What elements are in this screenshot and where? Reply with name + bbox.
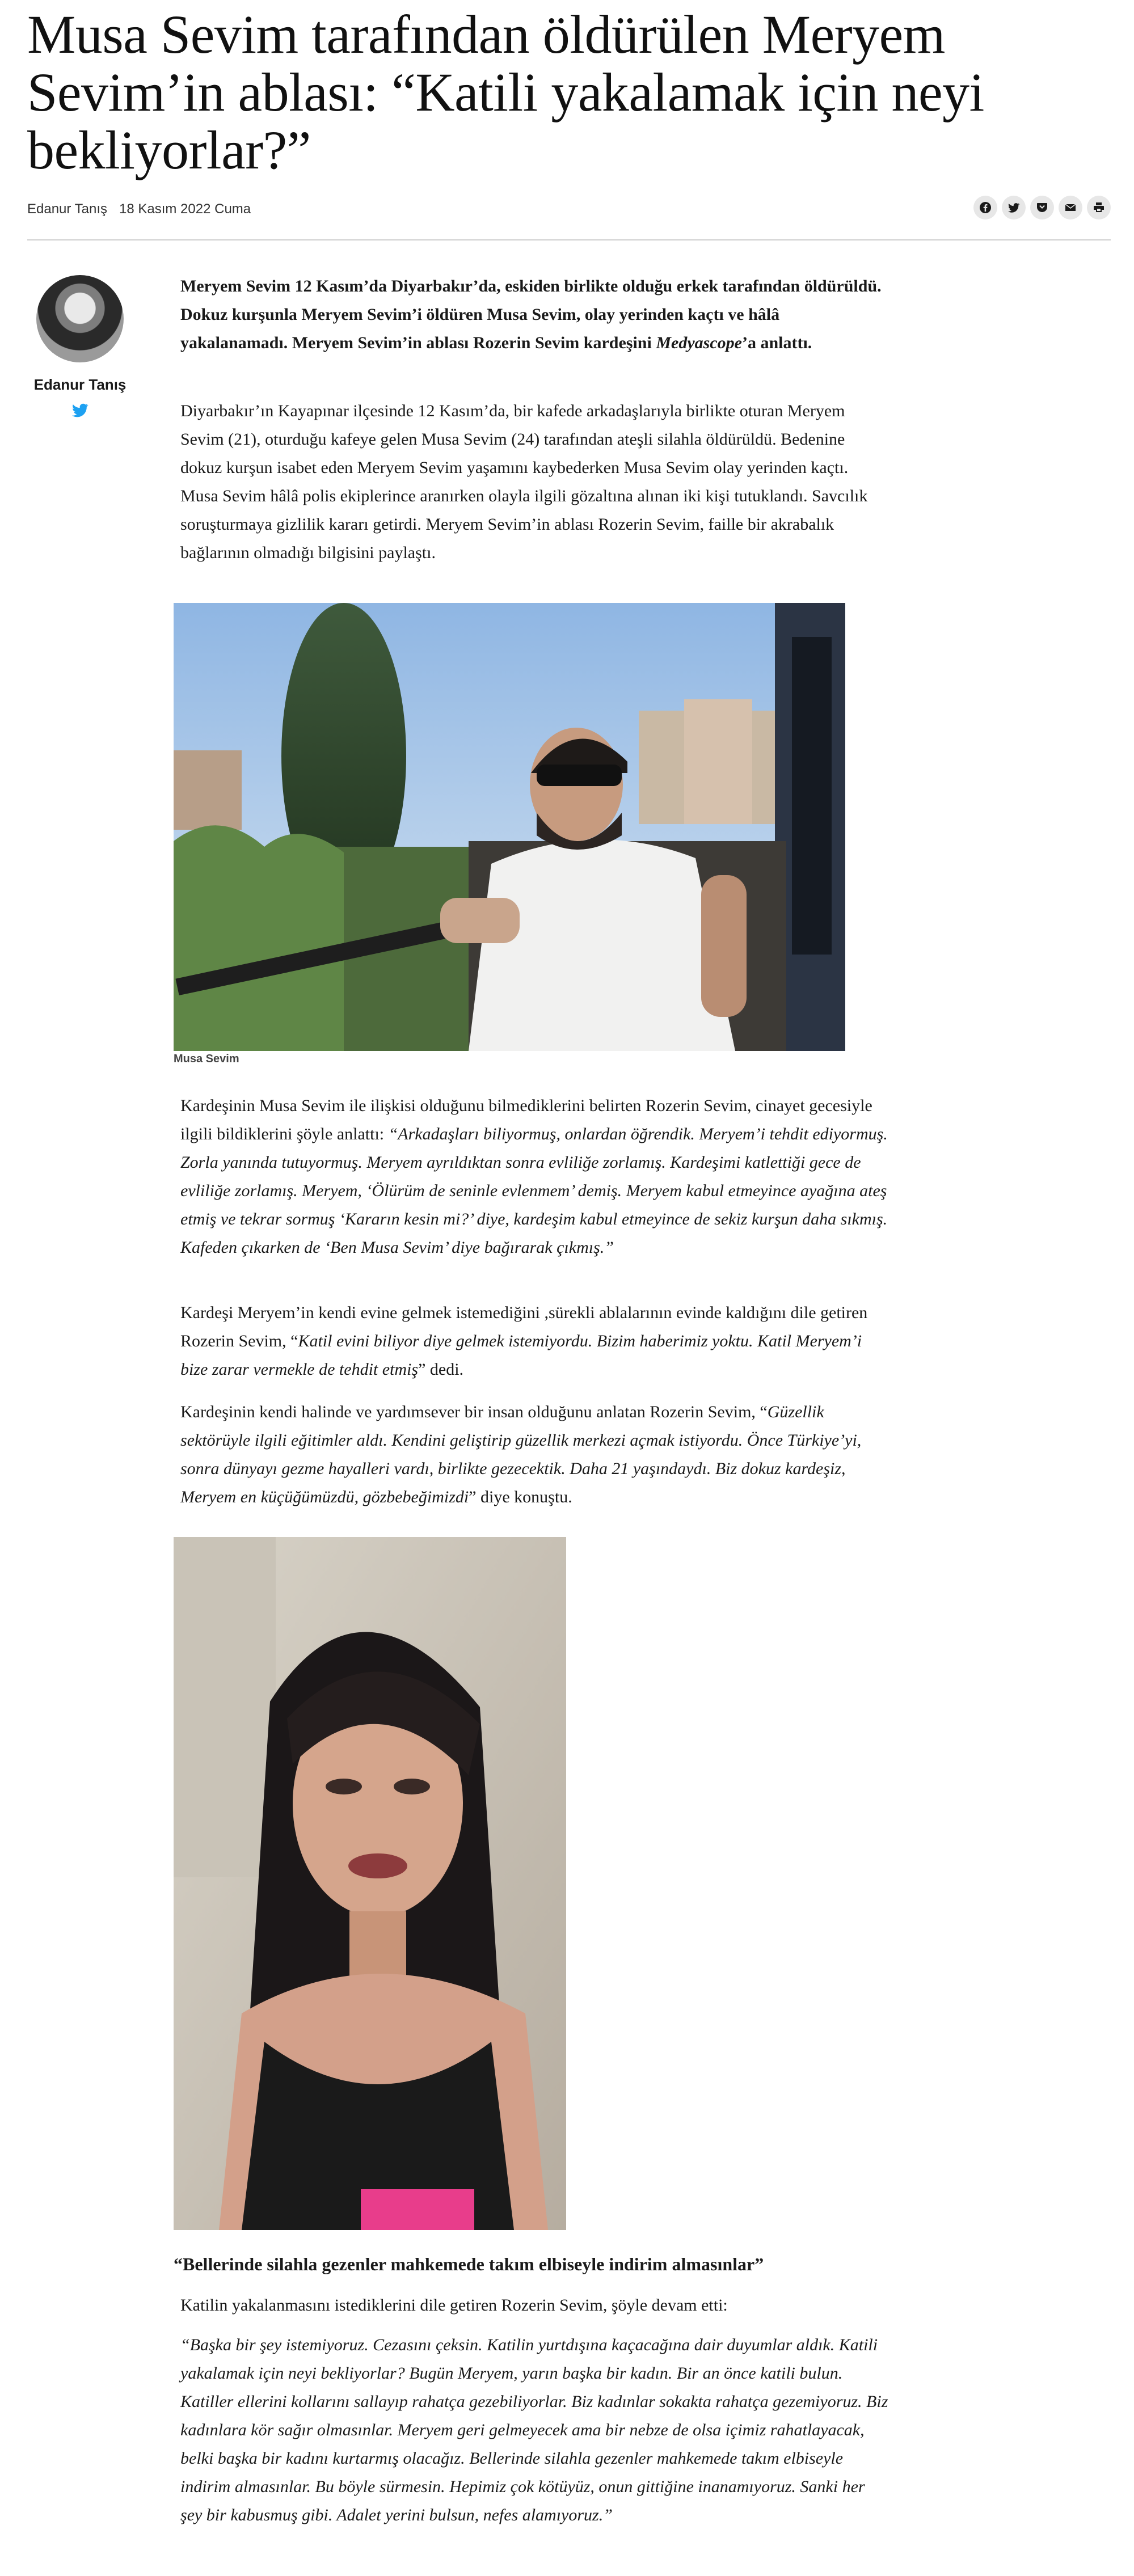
photo-caption: Musa Sevim [174,1053,239,1065]
photo-musa-sevim[interactable] [174,603,845,1051]
email-icon[interactable] [1059,196,1082,219]
share-bar [973,196,1111,219]
author-twitter-icon[interactable] [69,400,91,420]
author-box [27,275,133,420]
paragraph-2: Kardeşinin Musa Sevim ile ilişkisi olduğunu bilmediklerini belirten Rozerin Sevim, cinayet gecesiyle ilgili bildiklerini şöyle anlattı: “Arkadaşları biliyormuş, onlardan öğrendik. Meryem’i tehdit ediyormuş. Zorla yanında tutuyormuş. Meryem ayrıldıktan sonra evliliğe zorlamış. Kardeşimi katlettiği gece de evliliğe zorlamış. Meryem, ‘Ölürüm de seninle evlenmem’ demiş. Meryem kabul etmeyince ayağına ateş etmiş ve tekrar sormuş ‘Kararın kesin mi?’ diye, kardeşim kabul etmeyince de sekiz kurşun daha sıkmış. Kafeden çıkarken de ‘Ben Musa Sevim’ diye bağırarak çıkmış.” [180,1096,888,1257]
author-avatar[interactable] [36,275,124,362]
article-lead: Meryem Sevim 12 Kasım’da Diyarbakır’da, eskiden birlikte olduğu erkek tarafından öldürüldü. Dokuz kurşunla Meryem Sevim’i öldüren Musa Sevim, olay yerinden kaçtı ve hâlâ yakalanamadı. Meryem Sevim’in ablası Rozerin Sevim kardeşini Medyascope’a anlattı. [180,277,882,352]
header-divider [27,239,1111,240]
paragraph-4: Kardeşinin kendi halinde ve yardımsever bir insan olduğunu anlatan Rozerin Sevim, “Güzellik sektörüyle ilgili eğitimler aldı. Kendini geliştirip güzellik merkezi açmak istiyordu. Önce Türkiye’yi, sonra dünyayı gezme hayalleri vardı, birlikte gezecektik. Daha 21 yaşındaydı. Biz dokuz kardeşiz, Meryem en küçüğümüzdü, gözbebeğimizdi” diye konuştu. [180,1403,862,1506]
byline-author[interactable]: Edanur Tanış [27,201,107,217]
paragraph-3: Kardeşi Meryem’in kendi evine gelmek istemediğini ,sürekli ablalarının evinde kaldığını dile getiren Rozerin Sevim, “Katil evini biliyor diye gelmek istemiyordu. Bizim haberimiz yoktu. Katil Meryem’i bize zarar vermekle de tehdit etmiş” dedi. [180,1303,868,1379]
author-box-name[interactable]: Edanur Tanış [33,376,127,393]
print-icon[interactable] [1087,196,1111,219]
article-title: Musa Sevim tarafından öldürülen Meryem Sevim’in ablası: “Katili yakalamak için neyi bekliyorlar?” [27,4,984,180]
paragraph-1: Diyarbakır’ın Kayapınar ilçesinde 12 Kasım’da, bir kafede arkadaşlarıyla birlikte oturan Meryem Sevim (21), oturduğu kafeye gelen Musa Sevim (24) tarafından ateşli silahla öldürüldü. Bedenine dokuz kurşun isabet eden Meryem Sevim yaşamını kaybederken Musa Sevim olay yerinden kaçtı. Musa Sevim hâlâ polis ekiplerince aranırken olayla ilgili gözaltına alınan iki kişi tutuklandı. Savcılık soruşturmaya gizlilik kararı getirdi. Meryem Sevim’in ablası Rozerin Sevim, faille bir akrabalık bağlarının olmadığı bilgisini paylaştı. [180,402,868,562]
facebook-icon[interactable] [973,196,997,219]
article-subhead: “Bellerinde silahla gezenler mahkemede takım elbiseyle indirim almasınlar” [174,2254,764,2274]
paragraph-6: “Başka bir şey istemiyoruz. Cezasını çeksin. Katilin yurtdışına kaçacağına dair duyumlar aldık. Katili yakalamak için neyi bekliyorlar? Bugün Meryem, yarın başka bir kadın. Bir an önce katili bulun. Katiller ellerini kollarını sallayıp rahatça gezebiliyorlar. Biz kadınlar sokakta rahatça gezemiyoruz. Biz kadınlara kör sağır olmasınlar. Meryem geri gelmeyecek ama bir nebze de olsa içimiz rahatlayacak, belki başka bir kadını kurtarmış olacağız. Bellerinde silahla gezenler mahkemede takım elbiseyle indirim almasınlar. Bu böyle sürmesin. Hepimiz çok kötüyüz, onun gittiğine inanamıyoruz. Sanki her şey bir kabusmuş gibi. Adalet yerini bulsun, nefes alamıyoruz.” [180,2336,888,2524]
byline [27,196,1111,224]
twitter-icon[interactable] [1002,196,1026,219]
paragraph-5: Katilin yakalanmasını istediklerini dile getiren Rozerin Sevim, şöyle devam etti: [180,2296,728,2315]
pocket-icon[interactable] [1030,196,1054,219]
byline-date: 18 Kasım 2022 Cuma [119,201,251,217]
photo-meryem-sevim[interactable] [174,1537,566,2230]
